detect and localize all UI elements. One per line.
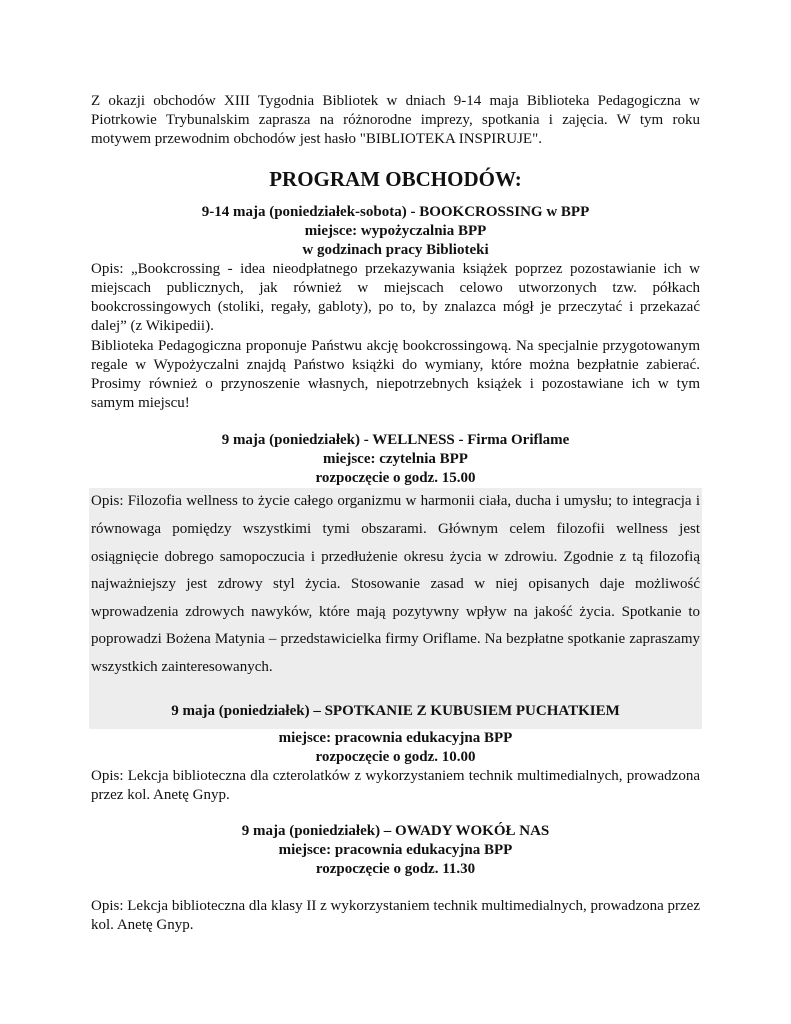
event-wellness xyxy=(91,431,700,695)
event-heading: 9-14 maja (poniedziałek-sobota) - BOOKCROSSING w BPP xyxy=(201,203,590,220)
event-description: Opis: Filozofia wellness to życie całego organizmu w harmonii ciała, ducha i umysłu; to integracja i równowaga pomiędzy wszystkimi tymi obszarami. Głównym celem filozofii wellness jest osiągnięcie dobrego samopoczucia i przedłużenie okresu życia w zdrowiu. Zgodnie z tą filozofią najważniejszy jest zdrowy styl życia. Stosowanie zasad w niej opisanych daje możliwość wprowadzenia zdrowych nawyków, które mają pozytywny wpływ na jakość życia. Spotkanie to poprowadzi Bożena Matynia – przedstawicielka firmy Oriflame. Na bezpłatne spotkanie zapraszamy wszystkich zainteresowanych. xyxy=(91,493,700,675)
event-description: Opis: Lekcja biblioteczna dla czterolatków z wykorzystaniem technik multimedialnych, prowadzona przez kol. Anetę Gnyp. xyxy=(91,767,700,803)
event-time: rozpoczęcie o godz. 11.30 xyxy=(315,861,476,877)
event-description: Opis: „Bookcrossing - idea nieodpłatnego przekazywania książek poprzez pozostawianie ich w miejscach publicznych, jak również w miejscach celowo utworzonych tzw. półkach bookcrossingowych (stoliki, regały, gabloty), po to, by znalazca mógł je przeczytać i przekazać dalej” (z Wikipedii). xyxy=(91,260,700,335)
event-place: miejsce: czytelnia BPP xyxy=(323,451,468,468)
event-place: miejsce: wypożyczalnia BPP xyxy=(304,222,487,239)
event-bookcrossing xyxy=(91,203,700,414)
event-time: rozpoczęcie o godz. 15.00 xyxy=(315,470,476,487)
event-header xyxy=(91,431,700,488)
event-place: miejsce: pracownia edukacyjna BPP xyxy=(278,842,513,858)
event-header xyxy=(91,203,700,260)
event-time: w godzinach pracy Biblioteki xyxy=(302,241,489,258)
document-page xyxy=(91,92,700,935)
program-title: PROGRAM OBCHODÓW: xyxy=(269,166,522,191)
event-header xyxy=(91,729,700,767)
event-owady xyxy=(91,822,700,935)
event-header xyxy=(91,822,700,879)
event-description-band xyxy=(89,488,702,695)
event-kubus xyxy=(91,696,700,805)
intro-paragraph: Z okazji obchodów XIII Tygodnia Bibliotek w dniach 9-14 maja Biblioteka Pedagogiczna w Piotrkowie Trybunalskim zaprasza na różnorodne imprezy, spotkania i zajęcia. W tym roku motywem przewodnim obchodów jest hasło "BIBLIOTEKA INSPIRUJE". xyxy=(91,93,700,148)
event-description: Opis: Lekcja biblioteczna dla klasy II z wykorzystaniem technik multimedialnych, prowadzona przez kol. Anetę Gnyp. xyxy=(91,898,700,934)
event-heading: 9 maja (poniedziałek) - WELLNESS - Firma Oriflame xyxy=(221,432,570,449)
event-heading: 9 maja (poniedziałek) – OWADY WOKÓŁ NAS xyxy=(241,823,550,839)
event-heading: 9 maja (poniedziałek) – SPOTKANIE Z KUBUSIEM PUCHATKIEM xyxy=(171,702,620,719)
event-time: rozpoczęcie o godz. 10.00 xyxy=(315,748,476,765)
event-place: miejsce: pracownia edukacyjna BPP xyxy=(278,729,513,746)
event-description-2: Biblioteka Pedagogiczna proponuje Państwu akcję bookcrossingową. Na specjalnie przygotowanym regale w Wypożyczalni znajdą Państwo książki do wymiany, które można bezpłatnie zabierać. Prosimy również o przynoszenie własnych, niepotrzebnych książek i pozostawiane ich w tym samym miejscu! xyxy=(91,337,700,412)
event-heading-band xyxy=(89,696,702,729)
